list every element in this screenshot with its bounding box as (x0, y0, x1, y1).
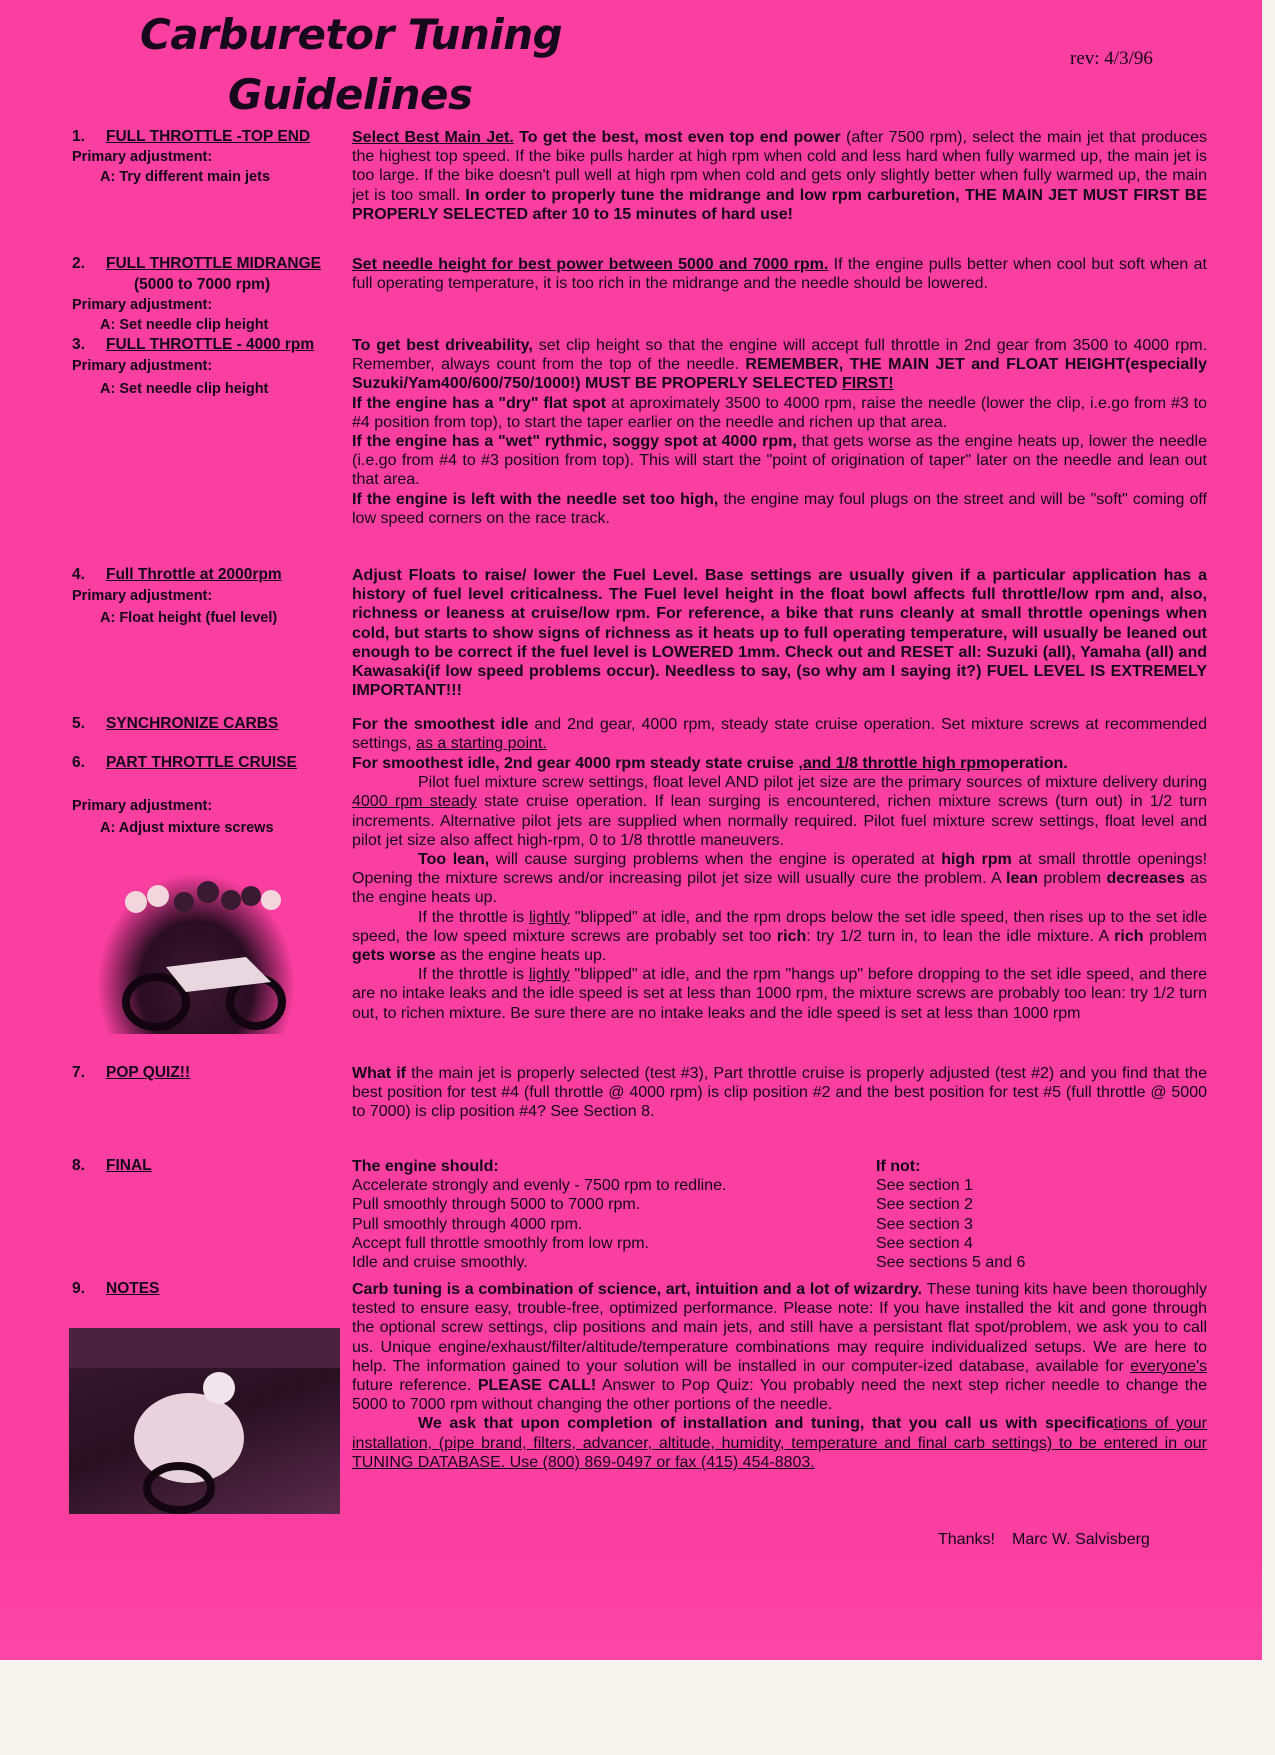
title-line-2: Guidelines (228, 70, 473, 119)
team-photo (96, 872, 296, 1034)
section-1-text: Select Best Main Jet. To get the best, most even top end power (after 7500 rpm), select the main jet that produces the highest top speed. If the bike pulls harder at high rpm when cold and less hard when fully warmed up, the main jet is too large. If the bike doesn't pull well at high rpm when cold and gets only slightly better when fully warmed up, the main jet is too small. In order to properly tune the midrange and low rpm carburetion, THE MAIN JET MUST FIRST BE PROPERLY SELECTED after 10 to 15 minutes of hard use! (352, 129, 1208, 223)
section-2-action: A: Set needle clip height (100, 317, 269, 333)
racer-photo (69, 1328, 340, 1514)
section-3-heading: 3. FULL THROTTLE - 4000 rpm (72, 336, 315, 353)
section-2-heading: 2. FULL THROTTLE MIDRANGE (72, 255, 321, 272)
thanks-text: Thanks! (938, 1531, 995, 1548)
section-4-text: Adjust Floats to raise/ lower the Fuel Level. Base settings are usually given if a particular application has a history of fuel level criticalness. The Fuel level height in the float bowl affects full throttle/low rpm and, also, richness or leaness at cruise/low rpm. For reference, a bike that runs cleanly at small throttle openings when cold, but starts to show signs of richness as it heats up to full operating temperature, will usually be leaned out enough to be correct if the fuel level is LOWERED 1mm. Check out and RESET all: Suzuki (all), Yamaha (all) and Kawasaki(if low speed problems occur). Needless to say, (so why am I saying it?) FUEL LEVEL IS EXTREMELY IMPORTANT!!! (352, 567, 1207, 700)
section-6-heading: 6. PART THROTTLE CRUISE (72, 754, 297, 771)
signature-name: Marc W. Salvisberg (1012, 1531, 1150, 1548)
section-1-primary: Primary adjustment: (72, 149, 213, 165)
title-line-1: Carburetor Tuning (140, 10, 563, 59)
section-7-text: What if the main jet is properly selected (test #3), Part throttle cruise is properly adjusted (test #2) and you find that the best position for test #4 (full throttle @ 4000 rpm) is clip position #2 and the best position for test #5 (full throttle @ 5000 to 7000) is clip position #4? See Section 8. (352, 1065, 1207, 1121)
checklist-col1-header: The engine should: (352, 1158, 499, 1175)
section-6-text: For smoothest idle, 2nd gear 4000 rpm steady state cruise ,and 1/8 throttle high rpmoperation. Pilot fuel mixture screw settings, float level AND pilot jet size are the primary sources of mixture delivery during 4000 rpm steady state cruise operation. If lean surging is encountered, richen mixture screws (turn out) in 1/2 turn increments. Alternative pilot jets are supplied when normally required. Pilot fuel mixture screw settings, float level and pilot jet size also affect high-rpm, 0 to 1/8 throttle maneuvers. Too lean, will cause surging problems when the engine is operated at high rpm at small throttle openings! Opening the mixture screws and/or increasing pilot jet size will usually cure the problem. A lean problem decreases as the engine heats up. If the throttle is lightly "blipped" at idle, and the rpm drops below the set idle speed, then rises up to the set idle speed, the low speed mixture screws are probably set too rich: try 1/2 turn in, to lean the idle mixture. A rich problem gets worse as the engine heats up. If the throttle is lightly "blipped" at idle, and the rpm "hangs up" before dropping to the set idle speed, and there are no intake leaks and the idle speed is set at less than 1000 rpm, the mixture screws are probably too lean: try 1/2 turn out, to richen mixture. Be sure there are no intake leaks and the idle speed is set at less than 1000 rpm (352, 755, 1208, 1022)
section-2-range: (5000 to 7000 rpm) (134, 276, 271, 293)
section-2-primary: Primary adjustment: (72, 297, 213, 313)
section-4-primary: Primary adjustment: (72, 588, 213, 604)
section-5-heading: 5. SYNCHRONIZE CARBS (72, 715, 279, 732)
section-6-primary: Primary adjustment: (72, 798, 213, 814)
section-2-text: Set needle height for best power between 5000 and 7000 rpm. If the engine pulls better when cool but soft when at full operating temperature, it is too rich in the midrange and the needle should be lowered. (352, 256, 1207, 293)
section-3-text: To get best driveability, set clip height so that the engine will accept full throttle in 2nd gear from 3500 to 4000 rpm. Remember, always count from the top of the needle. REMEMBER, THE MAIN JET and FLOAT HEIGHT(especially Suzuki/Yam400/600/750/1000!) MUST BE PROPERLY SELECTED FIRST! If the engine has a "dry" flat spot at aproximately 3500 to 4000 rpm, raise the needle (lower the clip, i.e.go from #3 to #4 position from top), to start the taper earlier on the needle and richen up that area. If the engine has a "wet" rythmic, soggy spot at 4000 rpm, that gets worse as the engine heats up, lower the needle (i.e.go from #4 to #3 position from top). This will start the "point of origination of taper" later on the needle and lean out that area. If the engine is left with the needle set too high, the engine may foul plugs on the street and will be "soft" coming off low speed corners on the race track. (352, 337, 1208, 527)
checklist-col2-header: If not: (876, 1158, 921, 1175)
section-1-action: A: Try different main jets (100, 169, 271, 185)
section-7-heading: 7. POP QUIZ!! (72, 1064, 191, 1081)
section-3-primary: Primary adjustment: (72, 358, 213, 374)
section-8-heading: 8. FINAL (72, 1157, 152, 1174)
section-5-text: For the smoothest idle and 2nd gear, 4000 rpm, steady state cruise operation. Set mixture screws at recommended settings, as a starting point. (352, 716, 1207, 753)
section-9-text: Carb tuning is a combination of science, art, intuition and a lot of wizardry. These tuning kits have been thoroughly tested to ensure easy, trouble-free, optimized performance. Please note: If you have installed the kit and gone through the optional screw settings, clip positions and main jets, and still have a persistant flat spot/problem, we ask you to call us. Unique engine/exhaust/filter/altitude/temperature combinations may require individualized setups. We are here to help. The information gained to your solution will be installed in our computer-ized database, available for everyone's future reference. PLEASE CALL! Answer to Pop Quiz: You probably need the next step richer needle to change the 5000 to 7000 rpm without changing the other portions of the needle. We ask that upon completion of installation and tuning, that you call us with specifications of your installation, (pipe brand, filters, advancer, altitude, humidity, temperature and final carb settings) to be entered in our TUNING DATABASE. Use (800) 869-0497 or fax (415) 454-8803. (352, 1281, 1208, 1471)
section-9-heading: 9. NOTES (72, 1280, 160, 1297)
section-6-action: A: Adjust mixture screws (100, 820, 274, 836)
section-4-heading: 4. Full Throttle at 2000rpm (72, 566, 282, 583)
section-1-heading: 1. FULL THROTTLE -TOP END (72, 128, 311, 145)
section-4-action: A: Float height (fuel level) (100, 610, 278, 626)
section-3-action: A: Set needle clip height (100, 381, 269, 397)
revision-date: rev: 4/3/96 (1070, 48, 1153, 69)
